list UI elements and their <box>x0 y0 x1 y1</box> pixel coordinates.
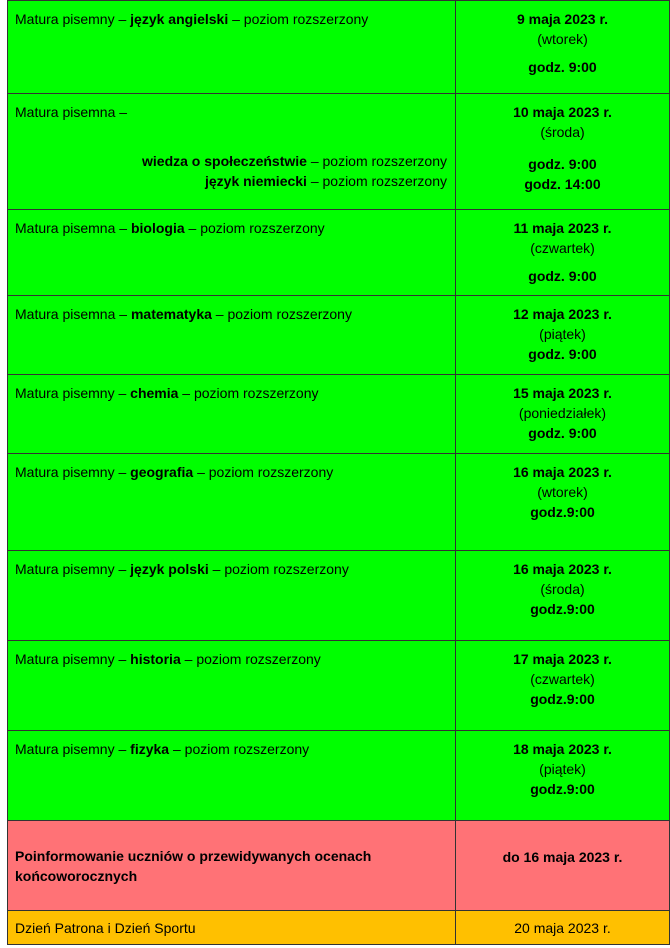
exam-description <box>8 296 456 375</box>
exam-row-chemistry <box>8 375 670 454</box>
exam-row-biology <box>8 210 670 296</box>
exam-title <box>15 649 447 669</box>
exam-time: godz. 9:00 <box>528 268 597 284</box>
exam-day: (czwartek) <box>530 671 595 687</box>
exam-day: (środa) <box>540 581 585 597</box>
exam-day: (piątek) <box>539 761 586 777</box>
event-schedule <box>456 911 670 945</box>
exam-day: (czwartek) <box>530 240 595 256</box>
exam-level: – poziom rozszerzony <box>208 561 349 577</box>
notice-text: końcoworocznych <box>15 867 138 884</box>
exam-time: godz. 9:00 <box>528 156 597 172</box>
exam-description <box>8 375 456 454</box>
exam-schedule <box>456 641 670 731</box>
exam-date: 11 maja 2023 r. <box>513 220 612 236</box>
grades-notice-row <box>8 821 670 911</box>
exam-title <box>15 739 447 759</box>
notice-text: Poinformowanie uczniów o przewidywanych ocenach <box>15 847 372 864</box>
exam-description <box>8 94 456 210</box>
notice-deadline <box>456 821 670 911</box>
exam-prefix: Matura pisemny – <box>15 651 131 667</box>
event-label: Dzień Patrona i Dzień Sportu <box>15 919 196 936</box>
exam-time: godz.9:00 <box>530 781 595 797</box>
exam-title <box>15 9 447 29</box>
exam-schedule <box>456 94 670 210</box>
exam-description <box>8 551 456 641</box>
exam-description <box>8 210 456 296</box>
exam-description <box>8 1 456 94</box>
notice-date: do 16 maja 2023 r. <box>502 849 623 865</box>
exam-date: 10 maja 2023 r. <box>513 104 612 120</box>
exam-title <box>15 171 447 191</box>
exam-date: 18 maja 2023 r. <box>513 741 612 757</box>
exam-schedule <box>456 1 670 94</box>
exam-row-polish <box>8 551 670 641</box>
exam-prefix: Matura pisemny – <box>15 464 131 480</box>
notice-description <box>8 821 456 911</box>
exam-prefix: Matura pisemna – <box>15 104 128 120</box>
exam-date: 9 maja 2023 r. <box>516 11 609 27</box>
exam-row-geography <box>8 454 670 551</box>
exam-date: 17 maja 2023 r. <box>513 651 612 667</box>
exam-time: godz. 9:00 <box>528 425 597 441</box>
exam-time: godz.9:00 <box>530 691 595 707</box>
exam-title <box>15 559 447 579</box>
exam-title <box>15 304 447 324</box>
exam-row-history <box>8 641 670 731</box>
exam-day: (wtorek) <box>537 31 588 47</box>
exam-title <box>15 151 447 171</box>
exam-row-english <box>8 1 670 94</box>
exam-subject: język angielski <box>130 11 229 27</box>
exam-level: – poziom rozszerzony <box>306 153 447 169</box>
exam-prefix: Matura pisemna – <box>15 220 131 236</box>
exam-subject: matematyka <box>130 306 212 322</box>
exam-day: (środa) <box>540 124 585 140</box>
exam-prefix: Matura pisemny – <box>15 741 131 757</box>
exam-subject: język polski <box>130 561 209 577</box>
exam-schedule <box>456 551 670 641</box>
exam-row-wos-german <box>8 94 670 210</box>
exam-schedule <box>456 375 670 454</box>
exam-title <box>15 462 447 482</box>
exam-day: (poniedziałek) <box>518 405 607 421</box>
exam-level: – poziom rozszerzony <box>180 651 321 667</box>
exam-schedule <box>456 296 670 375</box>
exam-prefix: Matura pisemna – <box>15 306 131 322</box>
exam-subject: język niemiecki <box>204 173 307 189</box>
exam-description <box>8 641 456 731</box>
exam-level: – poziom rozszerzony <box>184 220 325 236</box>
exam-day: (piątek) <box>539 326 586 342</box>
exam-row-math <box>8 296 670 375</box>
exam-date: 15 maja 2023 r. <box>513 385 612 401</box>
exam-level: – poziom rozszerzony <box>306 173 447 189</box>
exam-subject: historia <box>130 651 181 667</box>
exam-date: 16 maja 2023 r. <box>513 561 612 577</box>
exam-schedule-table <box>7 0 670 945</box>
exam-level: – poziom rozszerzony <box>178 385 319 401</box>
exam-subject: geografia <box>130 464 194 480</box>
exam-subject: wiedza o społeczeństwie <box>142 153 307 169</box>
event-date: 20 maja 2023 r. <box>514 919 611 936</box>
event-description <box>8 911 456 945</box>
exam-title <box>15 383 447 403</box>
exam-date: 16 maja 2023 r. <box>513 464 612 480</box>
exam-level: – poziom rozszerzony <box>211 306 352 322</box>
exam-prefix: Matura pisemny – <box>15 11 131 27</box>
exam-subject: chemia <box>130 385 179 401</box>
event-row <box>8 911 670 945</box>
exam-row-physics <box>8 731 670 821</box>
exam-time: godz.9:00 <box>530 601 595 617</box>
exam-time: godz. 9:00 <box>528 346 597 362</box>
exam-time: godz.9:00 <box>530 504 595 520</box>
exam-schedule <box>456 210 670 296</box>
exam-schedule <box>456 731 670 821</box>
exam-description <box>8 454 456 551</box>
exam-title <box>15 218 447 238</box>
exam-subject: biologia <box>130 220 185 236</box>
exam-level: – poziom rozszerzony <box>228 11 369 27</box>
exam-subject: fizyka <box>130 741 170 757</box>
exam-day: (wtorek) <box>537 484 588 500</box>
exam-schedule <box>456 454 670 551</box>
exam-time: godz. 9:00 <box>528 59 597 75</box>
exam-level: – poziom rozszerzony <box>169 741 310 757</box>
exam-date: 12 maja 2023 r. <box>513 306 612 322</box>
exam-time: godz. 14:00 <box>524 176 601 192</box>
exam-description <box>8 731 456 821</box>
exam-prefix: Matura pisemny – <box>15 385 131 401</box>
exam-prefix: Matura pisemny – <box>15 561 131 577</box>
exam-level: – poziom rozszerzony <box>193 464 334 480</box>
